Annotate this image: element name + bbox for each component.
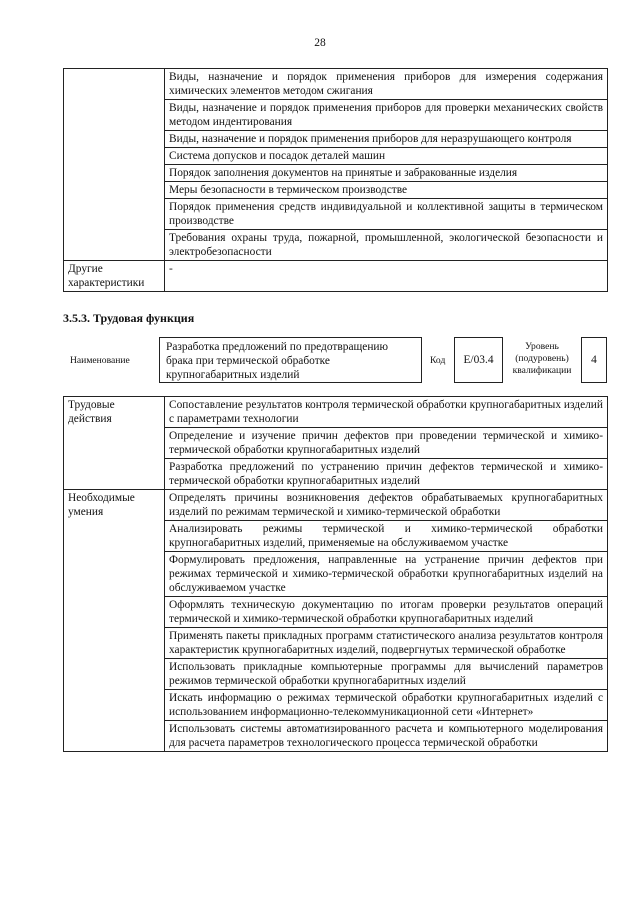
other-characteristics-value: - <box>165 261 608 292</box>
knowledge-item: Виды, назначение и порядок применения приборов для проверки механических свойств методом индентирования <box>165 100 608 131</box>
table-row <box>64 69 608 100</box>
knowledge-item: Меры безопасности в термическом производстве <box>165 182 608 199</box>
skill-item: Оформлять техническую документацию по итогам проверки результатов операций термической и химико-термической обработки крупногабаритных изделий <box>165 597 608 628</box>
table-row <box>64 490 608 521</box>
labor-action-item: Сопоставление результатов контроля термической обработки крупногабаритных изделий с параметрами технологии <box>165 397 608 428</box>
knowledge-item: Система допусков и посадок деталей машин <box>165 148 608 165</box>
section-heading: 3.5.3. Трудовая функция <box>63 311 195 325</box>
skill-item: Определять причины возникновения дефектов обрабатываемых крупногабаритных изделий по режимам термической и химико-термической обработки <box>165 490 608 521</box>
table-row <box>64 261 608 292</box>
other-characteristics-label: Другие характеристики <box>64 261 165 292</box>
page-number: 28 <box>314 37 326 49</box>
labor-actions-label: Трудовые действия <box>64 397 165 490</box>
knowledge-item: Порядок заполнения документов на принятые и забракованные изделия <box>165 165 608 182</box>
knowledge-table-continuation <box>63 68 608 292</box>
skill-item: Использовать системы автоматизированного расчета и компьютерного моделирования для расчета параметров технологического процесса термической обработки <box>165 721 608 752</box>
knowledge-item: Виды, назначение и порядок применения приборов для измерения содержания химических элементов методом сжигания <box>165 69 608 100</box>
code-label: Код <box>430 355 446 366</box>
knowledge-item: Виды, назначение и порядок применения приборов для неразрушающего контроля <box>165 131 608 148</box>
table-row <box>64 397 608 428</box>
labor-action-item: Определение и изучение причин дефектов при проведении термической и химико-термической обработки крупногабаритных изделий <box>165 428 608 459</box>
skill-item: Использовать прикладные компьютерные программы для вычислений параметров режимов термической обработки крупногабаритных изделий <box>165 659 608 690</box>
skills-label: Необходимые умения <box>64 490 165 752</box>
qualification-level-box: 4 <box>581 337 607 383</box>
skill-item: Анализировать режимы термической и химико-термической обработки крупногабаритных изделий, применяемые на обслуживаемом участке <box>165 521 608 552</box>
knowledge-item: Требования охраны труда, пожарной, промышленной, экологической безопасности и электробезопасности <box>165 230 608 261</box>
function-name-box: Разработка предложений по предотвращению брака при термической обработке крупногабаритных изделий <box>159 337 422 383</box>
name-label: Наименование <box>70 355 130 366</box>
code-value-box: E/03.4 <box>454 337 503 383</box>
labor-function-table <box>63 396 608 752</box>
knowledge-item: Порядок применения средств индивидуальной и коллективной защиты в термическом производстве <box>165 199 608 230</box>
skill-item: Формулировать предложения, направленные на устранение причин дефектов при режимах термической и химико-термической обработки крупногабаритных изделий на обслуживаемом участке <box>165 552 608 597</box>
qualification-level-label: Уровень (подуровень) квалификации <box>512 341 572 376</box>
table-cell-empty-label <box>64 69 165 261</box>
skill-item: Искать информацию о режимах термической обработки крупногабаритных изделий с использованием информационно-телекоммуникационной сети «Интернет» <box>165 690 608 721</box>
labor-action-item: Разработка предложений по устранению причин дефектов термической и химико-термической обработки крупногабаритных изделий <box>165 459 608 490</box>
skill-item: Применять пакеты прикладных программ статистического анализа результатов контроля характеристик крупногабаритных изделий, подвергнутых термической обработке <box>165 628 608 659</box>
